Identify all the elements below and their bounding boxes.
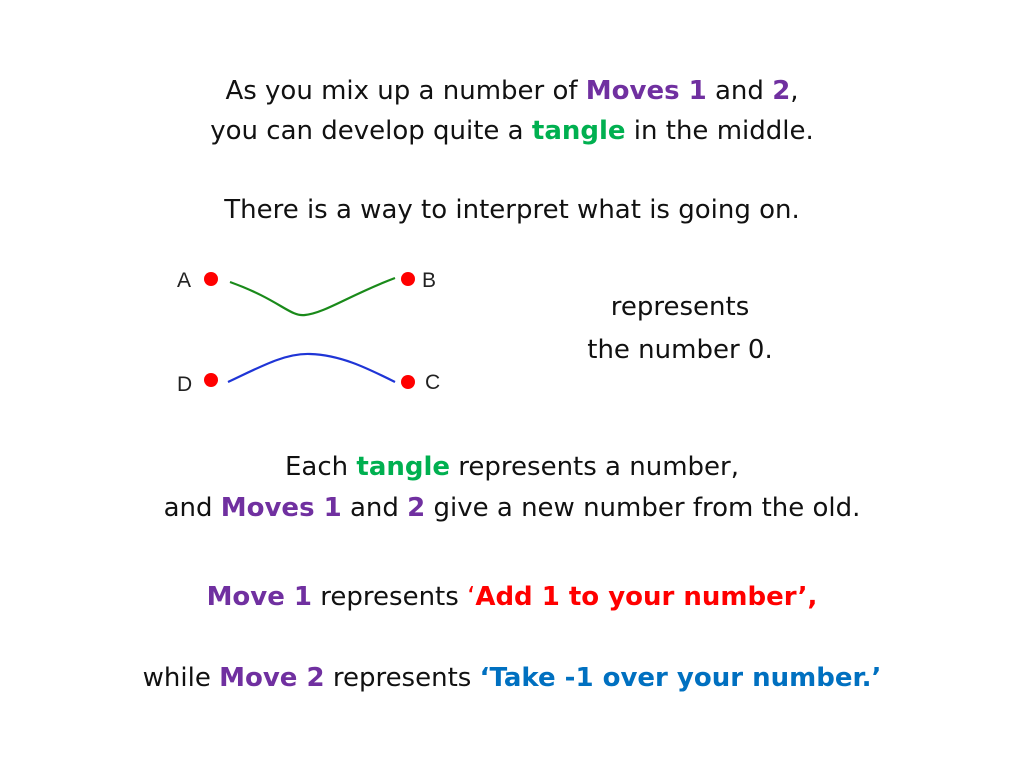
intro-text: As you mix up a number of: [225, 76, 586, 106]
tangle-highlight: tangle: [356, 452, 451, 482]
point-c-dot: [401, 375, 415, 389]
intro-text: you can develop quite a: [210, 116, 532, 146]
move-2-label: Move 2: [219, 663, 325, 693]
moves-1-highlight: Moves 1: [220, 493, 342, 523]
explain-text: give a new number from the old.: [425, 493, 861, 523]
explain-text: Each: [284, 452, 357, 482]
point-b-dot: [401, 272, 415, 286]
explain-line-2: [0, 491, 1024, 525]
move-1-meaning: Add 1 to your number’,: [475, 582, 818, 612]
point-a-label: A: [177, 269, 192, 292]
intro-line-3: There is a way to interpret what is going on.: [224, 195, 800, 225]
upper-strand: [230, 278, 395, 315]
explain-text: represents a number,: [450, 452, 739, 482]
intro-text: in the middle.: [625, 116, 814, 146]
point-c-label: C: [425, 371, 441, 394]
tangle-highlight: tangle: [531, 116, 626, 146]
explain-text: and: [341, 493, 408, 523]
rule-text: while: [142, 663, 220, 693]
quote-mark: ‘: [467, 582, 476, 612]
move-2-highlight: 2: [772, 76, 791, 106]
explain-text: and: [163, 493, 221, 523]
move-1-label: Move 1: [206, 582, 313, 612]
intro-text: and: [706, 76, 773, 106]
lower-strand: [228, 354, 395, 382]
move-2-highlight: 2: [407, 493, 426, 523]
point-b-label: B: [422, 269, 437, 292]
number-zero-label: the number 0.: [587, 335, 773, 365]
moves-1-highlight: Moves 1: [585, 76, 707, 106]
move-2-meaning: ‘Take -1 over your number.’: [479, 663, 882, 693]
point-a-dot: [204, 272, 218, 286]
explain-line-1: [0, 450, 1024, 484]
intro-line-2: [0, 114, 1024, 148]
rule-text: represents: [312, 582, 468, 612]
represents-label: represents: [610, 292, 750, 322]
intro-line-1: [0, 74, 1024, 108]
point-d-dot: [204, 373, 218, 387]
intro-text: ,: [790, 76, 799, 106]
rule-text: represents: [324, 663, 480, 693]
point-d-label: D: [177, 373, 193, 396]
zero-tangle-diagram: [160, 255, 460, 405]
move-2-rule: [0, 661, 1024, 695]
move-1-rule: [0, 580, 1024, 614]
